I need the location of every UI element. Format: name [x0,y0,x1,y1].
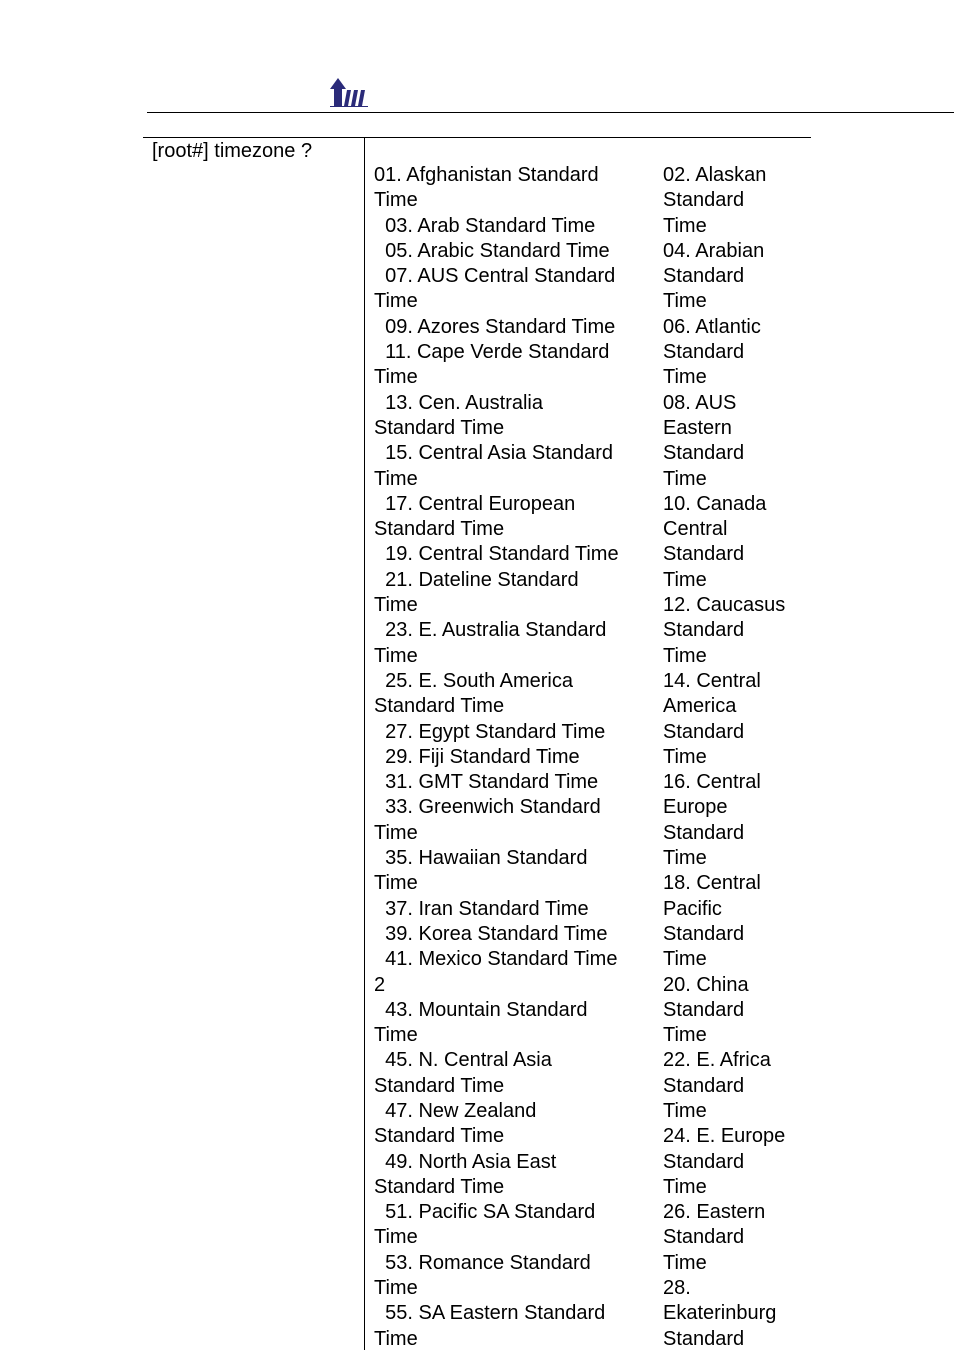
timezone-list-column-left: 01. Afghanistan Standard Time 03. Arab Standard Time 05. Arabic Standard Time 07. AUS Central Standard Time 09. Azores Standard Time 11. Cape Verde Standard Time 13. Cen. Australia Standard Time 15. Central Asia Standard Time 17. Central European Standard Time 19. Central Standard Time 21. Dateline Standard Time 23. E. Australia Standard Time 25. E. South America Standard Time 27. Egypt Standard Time 29. Fiji Standard Time 31. GMT Standard Time 33. Greenwich Standard Time 35. Hawaiian Standard Time 37. Iran Standard Time 39. Korea Standard Time 41. Mexico Standard Time 2 43. Mountain Standard Time 45. N. Central Asia Standard Time 47. New Zealand Standard Time 49. North Asia East Standard Time 51. Pacific SA Standard Time 53. Romance Standard Time 55. SA Eastern Standard Time [374,164,619,1350]
timezone-list-column-right: 02. Alaskan Standard Time 04. Arabian Standard Time 06. Atlantic Standard Time 08. AUS Eastern Standard Time 10. Canada Central Standard Time 12. Caucasus Standard Time 14. Central America Standard Time 16. Central Europe Standard Time 18. Central Pacific Standard Time 20. China Standard Time 22. E. Africa Standard Time 24. E. Europe Standard Time 26. Eastern Standard Time 28. Ekaterinburg Standard [663,164,786,1350]
arrow-up-logo-icon [330,76,368,108]
command-prompt-text: [root#] timezone ? [152,140,313,162]
table-top-border [143,137,811,138]
table-column-divider [364,137,365,1350]
header-rule [147,112,954,113]
